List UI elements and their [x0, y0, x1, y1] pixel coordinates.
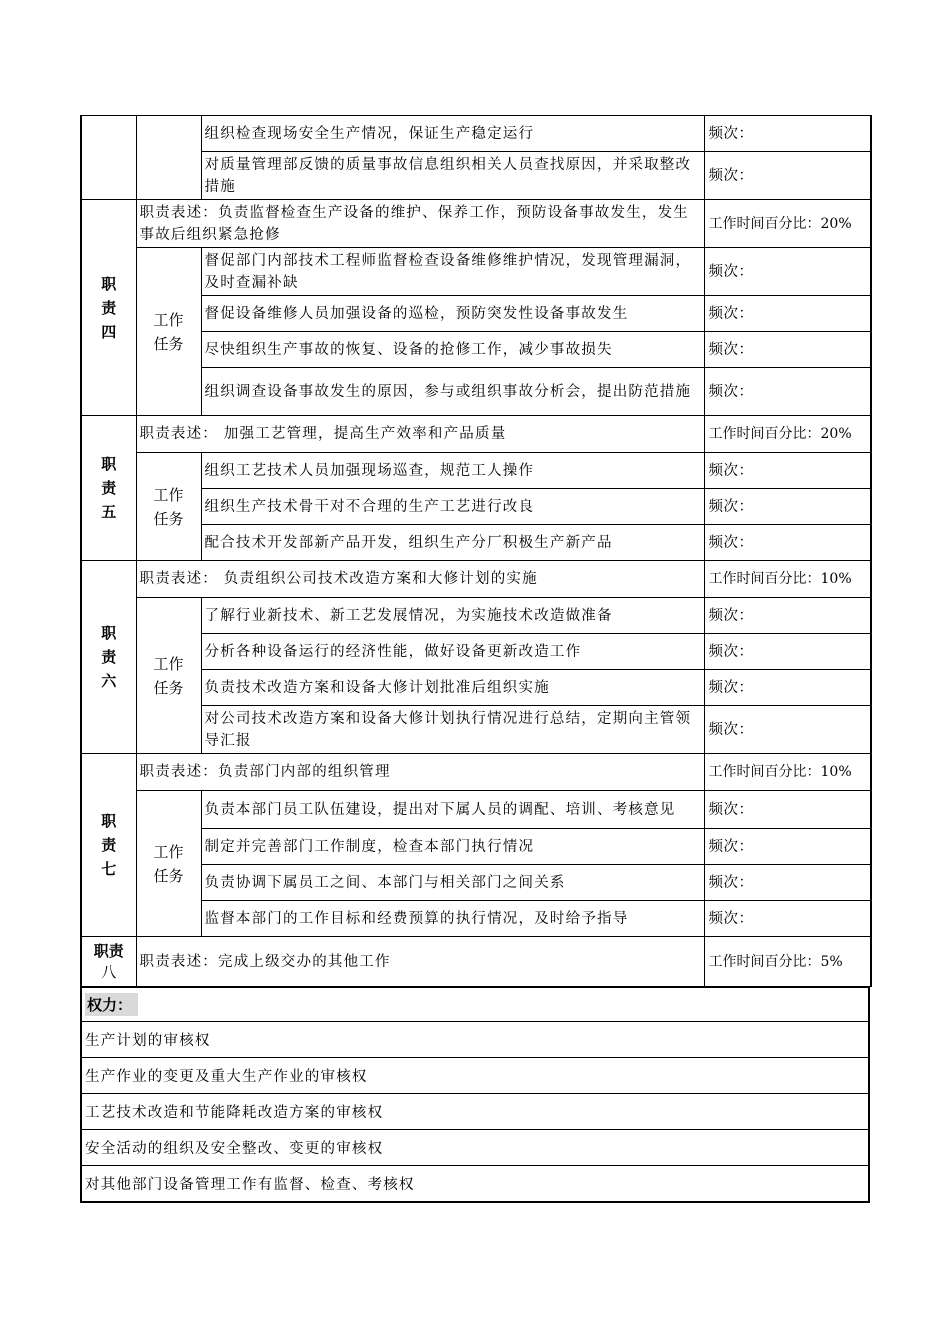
subtitle-line: 任务 [153, 678, 184, 697]
time-percent: 工作时间百分比：20% [704, 200, 871, 248]
label-char: 责 [101, 836, 117, 854]
label-char: 七 [101, 860, 117, 878]
task-text: 负责协调下属员工之间、本部门与相关部门之间关系 [201, 865, 704, 901]
time-percent: 工作时间百分比：20% [704, 416, 871, 453]
subtitle-line: 工作 [153, 310, 184, 329]
table-row [81, 416, 871, 453]
task-text: 监督本部门的工作目标和经费预算的执行情况，及时给予指导 [201, 901, 704, 937]
label-char: 职责 [93, 941, 124, 960]
power-row [81, 1094, 869, 1130]
frequency-cell: 频次： [704, 598, 871, 634]
label-char: 职 [101, 624, 117, 642]
task-text: 组织工艺技术人员加强现场巡查，规范工人操作 [201, 453, 704, 489]
duty-table [80, 115, 872, 987]
frequency-cell: 频次： [704, 332, 871, 368]
power-row [81, 1166, 869, 1203]
duty-sheet [80, 115, 870, 1203]
task-text: 组织检查现场安全生产情况，保证生产稳定运行 [201, 116, 704, 152]
duty-statement: 职责表述： 负责组织公司技术改造方案和大修计划的实施 [136, 561, 704, 598]
label-char: 四 [101, 322, 117, 341]
power-item: 生产作业的变更及重大生产作业的审核权 [81, 1058, 869, 1094]
task-text: 分析各种设备运行的经济性能，做好设备更新改造工作 [201, 634, 704, 670]
frequency-cell: 频次： [704, 489, 871, 525]
power-title: 权力： [85, 993, 138, 1016]
table-row [81, 791, 871, 829]
task-text: 制定并完善部门工作制度，检查本部门执行情况 [201, 829, 704, 865]
frequency-cell: 频次： [704, 368, 871, 416]
task-subtitle-cell [136, 791, 201, 937]
table-row [81, 453, 871, 489]
time-percent: 工作时间百分比：5% [704, 937, 871, 987]
label-char: 职 [101, 274, 117, 293]
label-char: 六 [101, 672, 117, 690]
power-item: 生产计划的审核权 [81, 1022, 869, 1058]
label-char: 八 [101, 962, 117, 981]
frequency-cell: 频次： [704, 296, 871, 332]
task-subtitle-cell [136, 248, 201, 416]
subtitle-line: 工作 [153, 654, 184, 673]
duty-statement: 职责表述：负责部门内部的组织管理 [136, 754, 704, 791]
task-subtitle-cell [136, 116, 201, 200]
power-row [81, 1022, 869, 1058]
label-char: 职 [101, 812, 117, 830]
task-text: 对质量管理部反馈的质量事故信息组织相关人员查找原因，并采取整改措施 [201, 152, 704, 200]
duty-label-cell [81, 116, 136, 200]
frequency-cell: 频次： [704, 152, 871, 200]
table-row [81, 598, 871, 634]
power-header-row [81, 987, 869, 1022]
label-char: 责 [101, 479, 117, 497]
frequency-cell: 频次： [704, 865, 871, 901]
duty-statement: 职责表述：负责监督检查生产设备的维护、保养工作，预防设备事故发生，发生事故后组织紧急抢修 [136, 200, 704, 248]
power-header-cell [81, 987, 869, 1022]
power-row [81, 1130, 869, 1166]
duty-label-eight [81, 937, 136, 987]
task-text: 督促设备维修人员加强设备的巡检，预防突发性设备事故发生 [201, 296, 704, 332]
frequency-cell: 频次： [704, 453, 871, 489]
time-percent: 工作时间百分比：10% [704, 561, 871, 598]
power-row [81, 1058, 869, 1094]
subtitle-line: 工作 [153, 485, 184, 504]
power-item: 对其他部门设备管理工作有监督、检查、考核权 [81, 1166, 869, 1203]
frequency-cell: 频次： [704, 829, 871, 865]
label-char: 五 [101, 503, 117, 521]
subtitle-line: 任务 [153, 334, 184, 353]
table-row [81, 937, 871, 987]
task-text: 督促部门内部技术工程师监督检查设备维修维护情况，发现管理漏洞，及时查漏补缺 [201, 248, 704, 296]
label-char: 职 [101, 455, 117, 473]
frequency-cell: 频次： [704, 670, 871, 706]
frequency-cell: 频次： [704, 248, 871, 296]
time-percent: 工作时间百分比：10% [704, 754, 871, 791]
duty-label-six [81, 561, 136, 754]
frequency-cell: 频次： [704, 525, 871, 561]
table-row [81, 200, 871, 248]
subtitle-line: 工作 [153, 842, 184, 861]
task-text: 组织调查设备事故发生的原因，参与或组织事故分析会，提出防范措施 [201, 368, 704, 416]
frequency-cell: 频次： [704, 634, 871, 670]
frequency-cell: 频次： [704, 791, 871, 829]
subtitle-line: 任务 [153, 509, 184, 528]
label-char: 责 [101, 648, 117, 666]
task-text: 配合技术开发部新产品开发，组织生产分厂积极生产新产品 [201, 525, 704, 561]
table-row [81, 754, 871, 791]
duty-label-five [81, 416, 136, 561]
table-row [81, 248, 871, 296]
table-row [81, 561, 871, 598]
subtitle-line: 任务 [153, 866, 184, 885]
task-text: 负责技术改造方案和设备大修计划批准后组织实施 [201, 670, 704, 706]
duty-label-seven [81, 754, 136, 937]
task-text: 对公司技术改造方案和设备大修计划执行情况进行总结，定期向主管领导汇报 [201, 706, 704, 754]
task-subtitle-cell [136, 598, 201, 754]
label-char: 责 [101, 298, 117, 317]
frequency-cell: 频次： [704, 116, 871, 152]
power-table [80, 986, 870, 1203]
power-item: 安全活动的组织及安全整改、变更的审核权 [81, 1130, 869, 1166]
frequency-cell: 频次： [704, 706, 871, 754]
duty-statement: 职责表述：完成上级交办的其他工作 [136, 937, 704, 987]
task-text: 了解行业新技术、新工艺发展情况，为实施技术改造做准备 [201, 598, 704, 634]
duty-label-four [81, 200, 136, 416]
task-text: 组织生产技术骨干对不合理的生产工艺进行改良 [201, 489, 704, 525]
task-text: 负责本部门员工队伍建设，提出对下属人员的调配、培训、考核意见 [201, 791, 704, 829]
table-row [81, 116, 871, 152]
duty-statement: 职责表述： 加强工艺管理，提高生产效率和产品质量 [136, 416, 704, 453]
task-text: 尽快组织生产事故的恢复、设备的抢修工作，减少事故损失 [201, 332, 704, 368]
task-subtitle-cell [136, 453, 201, 561]
frequency-cell: 频次： [704, 901, 871, 937]
power-item: 工艺技术改造和节能降耗改造方案的审核权 [81, 1094, 869, 1130]
